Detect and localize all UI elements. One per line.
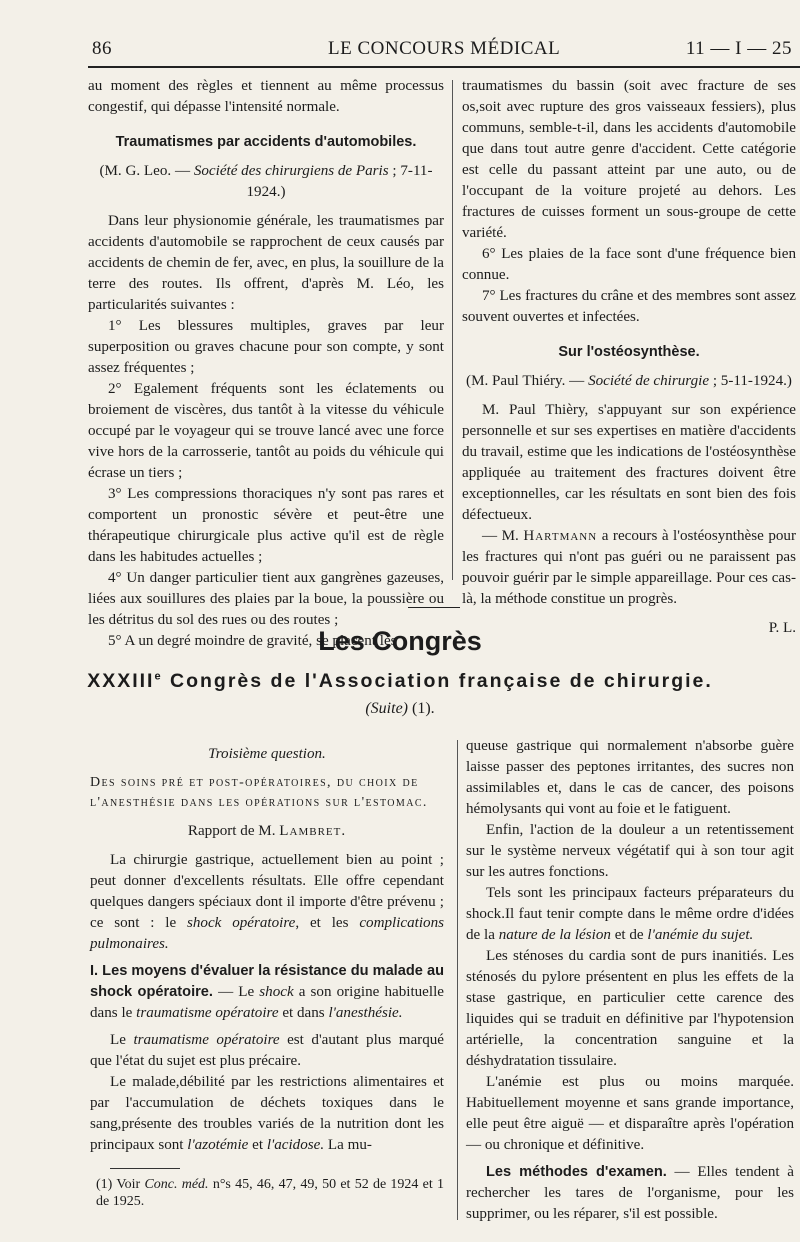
text-run: La mu- [327, 1137, 372, 1153]
text-run: a son origine habituelle dans le [90, 984, 444, 1021]
paragraph-intro: Dans leur physionomie générale, les traumatismes par accidents d'automobile se rapprochent de ceux causés par accidents de chemin de fer, avec, en plus, la souillure de la terre des routes. Ils offrent, d'après M. Léo, les particularités suivantes : [88, 213, 444, 313]
congress-number-suffix: e [154, 670, 163, 683]
citation-author: (M. Paul Thiéry. — [466, 373, 585, 389]
paragraph-rest: a recours à l'ostéosynthèse pour les fractures qui n'ont pas guéri ou ne paraissent pas pouvoir guérir par le simple appareillage. Pour ces cas-là, la méthode constitue un progrès. [462, 528, 796, 607]
signature: P. L. [768, 620, 796, 636]
text-run: — Elles tendent à rechercher les tares de l'organisme, pour les supprimer, ou les réparer, s'il est possible. [466, 1164, 795, 1222]
column-divider-top [452, 80, 453, 580]
emphasis-shock: shock opératoire [187, 915, 296, 931]
text-run: est d'autant plus marqué que l'état du sujet est plus précaire. [90, 1032, 444, 1069]
list-item-2: 2° Egalement fréquents sont les éclatements ou broiement de viscères, dus tantôt à la vitesse du véhicule occupé par le voyageur qui se trouve lancé avec une force vive hors de la carrosserie, tantôt au poids du véhicule qui écrase un tiers ; [88, 381, 444, 481]
congress-number: XXXIII [87, 670, 155, 692]
footnote [96, 1176, 444, 1210]
text-run: et de [614, 927, 644, 943]
text-run: Le [110, 1032, 126, 1048]
text-run: Tels sont les principaux facteurs préparateurs du shock.Il faut tenir compte dans le même ordre d'idées de la [466, 885, 794, 943]
citation-date: ; 5-11-1924.) [712, 373, 792, 389]
paragraph-facteurs [466, 883, 794, 946]
journal-title: LE CONCOURS MÉDICAL [328, 38, 561, 59]
paragraph-lead: — M. [482, 528, 519, 544]
emphasis: shock [259, 984, 294, 1000]
rapport-heading [90, 821, 444, 842]
article-citation [88, 161, 444, 203]
column-bottom-right [466, 736, 794, 1225]
citation-author: (M. G. Leo. — [99, 163, 191, 179]
question-heading: Troisième question. [208, 746, 326, 762]
article-citation [462, 371, 796, 392]
suite-footnote-ref: (1). [412, 700, 435, 717]
paragraph-intro [90, 850, 444, 955]
paragraph-malade [90, 1072, 444, 1156]
subsection-title: Les méthodes d'examen. [486, 1164, 667, 1180]
paragraph-hartmann [462, 526, 796, 610]
header-rule [88, 66, 800, 68]
congress-name: Congrès de l'Association française de chirurgie. [170, 670, 713, 692]
rapporteur-name: Lambret. [279, 823, 347, 839]
emphasis: l'azotémie [187, 1137, 249, 1153]
article-title-osteosynthese: Sur l'ostéosynthèse. [558, 344, 700, 360]
suite-label: (Suite) [365, 700, 408, 717]
footnote-journal: Conc. méd. [144, 1177, 209, 1192]
paragraph-traumatisme [90, 1030, 444, 1072]
list-item-7: 7° Les fractures du crâne et des membres sont assez souvent ouvertes et infectées. [462, 288, 796, 325]
list-item-3: 3° Les compressions thoraciques n'y sont pas rares et comportent un pronostic sévère et peut-être une thérapeutique chirurgicale plus active qu'il est de règle dans les habitudes actuelles ; [88, 486, 444, 565]
page-header [92, 38, 792, 64]
section-separator [408, 607, 460, 608]
section-suite [0, 700, 800, 718]
text-run: Le malade,débilité par les restrictions alimentaires et par l'accumulation de déchets toxiques dans le sang,présente des troubles variés de la nutrition dont les principaux sont [90, 1074, 444, 1153]
emphasis: l'anémie du sujet. [647, 927, 754, 943]
paragraph-continued: queuse gastrique qui normalement n'absorbe guère laisse passer des peptones irritantes, des sucres non assimilables et, dans le cas de cancer, des poisons hémolysants qui vont au foie et le fatiguent. [466, 738, 794, 817]
paragraph-anemie: L'anémie est plus ou moins marquée. Habituellement moyenne et sans grande importance, elle peut être aiguë — et disparaître après l'opération — ou chronique et définitive. [466, 1074, 794, 1153]
person-name: Hartmann [523, 528, 598, 544]
list-item-5: 5° A un degré moindre de gravité, se placent les [108, 633, 397, 649]
article-title-automobiles: Traumatismes par accidents d'automobiles. [115, 134, 417, 150]
paragraph-continued: traumatismes du bassin (soit avec fracture de ses os,soit avec rupture des gros vaisseaux fessiers), plus communs, semble-t-il, dans les accidents d'automobile que dans tout autre genre d'accident. Cette catégorie est celle du passant atteint par une auto, ou de l'occupant de la voiture projeté au dehors. Les fractures de cuisses forment un sous-groupe de cette variété. [462, 78, 796, 241]
paragraph-methodes [466, 1162, 794, 1225]
text-run: et dans [282, 1005, 325, 1021]
subsection-moyens [90, 961, 444, 1024]
list-item-4: 4° Un danger particulier tient aux gangrènes gazeuses, liées aux souillures des plaies par la boue, la poussière ou les détritus du sol des rues ou des routes ; [88, 570, 444, 628]
paragraph-douleur: Enfin, l'action de la douleur a un retentissement sur le système nerveux végétatif qui à son tour agit sur les autres fonctions. [466, 822, 794, 880]
emphasis-complications: complications pulmonaires. [90, 915, 445, 952]
text-run: et [252, 1137, 264, 1153]
paragraph-thiery: M. Paul Thièry, s'appuyant sur son expérience personnelle et sur ses expertises en matière d'accidents du travail, estime que les indications de l'ostéosynthèse appliquée au traitement des fractures doivent être exceptionnelles, car les résultats en sont bien des fois défectueux. [462, 402, 796, 523]
column-divider-bottom [457, 740, 458, 1220]
emphasis: traumatisme opératoire [136, 1005, 279, 1021]
footnote-rule [110, 1168, 180, 1169]
issue-date: 11 — I — 25 [685, 38, 792, 59]
rapport-lead: Rapport de M. [187, 823, 276, 839]
paragraph-stenoses: Les sténoses du cardia sont de purs inanitiés. Les sténosés du pylore présentent en plus les effets de la stase gastrique, en particulier cette carence des liquides qui se traduit en définitive par l'hypotension artérielle, la concentration sanguine et la déshydratation tissulaire. [466, 948, 794, 1069]
section-subtitle [0, 670, 800, 693]
citation-source: Société des chirurgiens de Paris [193, 163, 389, 179]
question-topic: Des soins pré et post-opératoires, du choix de l'anesthésie dans les opérations sur l'estomac. [90, 775, 428, 810]
emphasis: traumatisme opératoire [133, 1032, 280, 1048]
text-run: — Le [218, 984, 255, 1000]
list-item-6: 6° Les plaies de la face sont d'une fréquence bien connue. [462, 246, 796, 283]
column-bottom-left [90, 744, 444, 1156]
citation-source: Société de chirurgie [588, 373, 710, 389]
list-item-1: 1° Les blessures multiples, graves par leur superposition ou graves chacune pour son compte, y sont assez fréquentes ; [88, 318, 444, 376]
footnote-issues: n°s 45, 46, 47, 49, 50 et 52 de 1924 et 1 de 1925. [96, 1177, 444, 1209]
page-number: 86 [92, 38, 112, 59]
citation-date: ; 7-11-1924.) [246, 163, 433, 200]
column-top-left [88, 76, 444, 652]
text-run: , et les [295, 915, 349, 931]
emphasis: l'acidose. [266, 1137, 325, 1153]
subsection-title: I. Les moyens d'évaluer la résistance du malade au shock opératoire. [90, 963, 444, 1000]
column-top-right [462, 76, 796, 639]
text-run: La chirurgie gastrique, actuellement bien au point ; peut donner d'excellents résultats. Elle offre cependant quelques dangers spéciaux dont il importe d'être prévenu ; ce sont : le [90, 852, 444, 931]
footnote-lead: (1) Voir [96, 1177, 141, 1192]
paragraph-continued: au moment des règles et tiennent au même processus congestif, qui dépasse l'intensité normale. [88, 78, 444, 115]
section-title: Les Congrès [318, 626, 482, 656]
emphasis: nature de la lésion [498, 927, 611, 943]
emphasis: l'anesthésie. [328, 1005, 403, 1021]
